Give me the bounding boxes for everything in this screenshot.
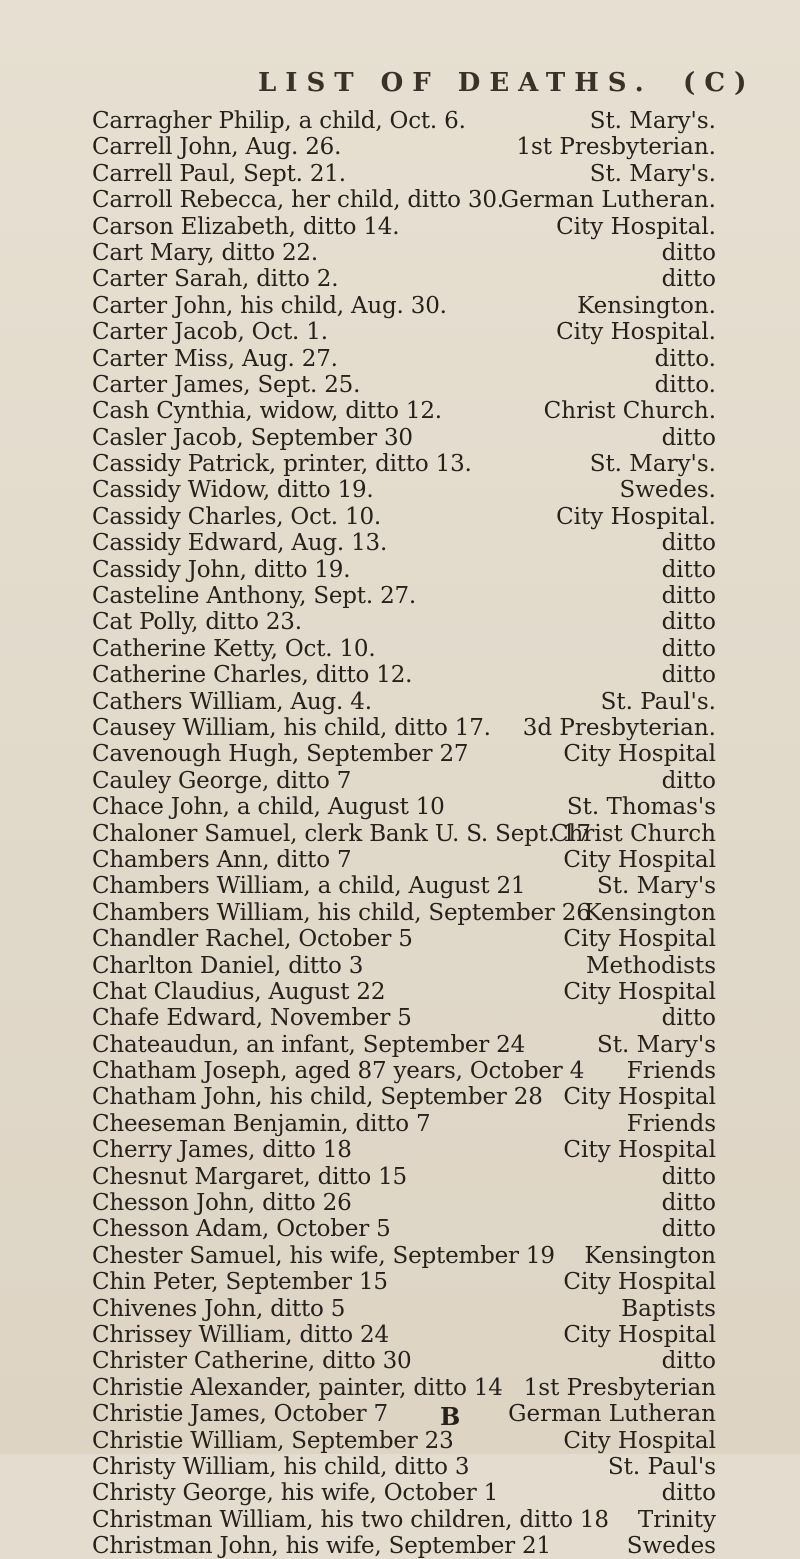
- entry-burial-place: Trinity: [637, 1506, 716, 1533]
- entry-burial-place: ditto: [661, 530, 716, 557]
- entry-name: Christman William, his two children, ditto 18: [92, 1506, 609, 1533]
- list-item: [0, 293, 800, 319]
- page-header: [0, 68, 800, 104]
- entry-burial-place: ditto: [661, 1190, 716, 1217]
- list-item: [0, 1480, 800, 1506]
- list-item: [0, 1216, 800, 1242]
- entry-name: Chester Samuel, his wife, September 19: [92, 1242, 555, 1269]
- list-item: [0, 1243, 800, 1269]
- entry-burial-place: Friends: [626, 1058, 716, 1085]
- entry-burial-place: City Hospital: [563, 1269, 716, 1296]
- entry-burial-place: ditto: [661, 239, 716, 266]
- entry-burial-place: Swedes: [626, 1533, 716, 1559]
- list-item: [0, 821, 800, 847]
- entry-name: Chambers Ann, ditto 7: [92, 846, 352, 873]
- entry-name: Christie James, October 7: [92, 1401, 388, 1428]
- list-item: [0, 689, 800, 715]
- list-item: [0, 1269, 800, 1295]
- entry-name: Carrell Paul, Sept. 21.: [92, 160, 346, 187]
- entry-burial-place: Christ Church: [550, 820, 716, 847]
- entry-name: Charlton Daniel, ditto 3: [92, 952, 364, 979]
- entry-name: Carter Sarah, ditto 2.: [92, 266, 339, 293]
- entry-name: Cavenough Hugh, September 27: [92, 741, 469, 768]
- entry-name: Catherine Ketty, Oct. 10.: [92, 635, 376, 662]
- list-item: [0, 266, 800, 292]
- entry-name: Cassidy Charles, Oct. 10.: [92, 503, 381, 530]
- entry-name: Chin Peter, September 15: [92, 1269, 388, 1296]
- entry-burial-place: St. Paul's: [607, 1453, 716, 1480]
- entry-name: Cathers William, Aug. 4.: [92, 688, 372, 715]
- entry-burial-place: Swedes.: [619, 477, 716, 504]
- list-item: [0, 451, 800, 477]
- entry-burial-place: Baptists: [621, 1295, 716, 1322]
- entry-burial-place: St. Thomas's: [566, 794, 716, 821]
- entry-name: Chatham John, his child, September 28: [92, 1084, 543, 1111]
- entry-name: Cassidy Patrick, printer, ditto 13.: [92, 451, 472, 478]
- entry-name: Christy George, his wife, October 1: [92, 1480, 499, 1507]
- entry-name: Cassidy Edward, Aug. 13.: [92, 530, 388, 557]
- entry-name: Chat Claudius, August 22: [92, 978, 386, 1005]
- list-item: [0, 1454, 800, 1480]
- list-item: [0, 636, 800, 662]
- entry-name: Carragher Philip, a child, Oct. 6.: [92, 108, 466, 134]
- entry-burial-place: Kensington.: [577, 292, 716, 319]
- list-item: [0, 477, 800, 503]
- entry-name: Chace John, a child, August 10: [92, 794, 445, 821]
- entry-burial-place: ditto.: [654, 345, 716, 372]
- entry-name: Christy William, his child, ditto 3: [92, 1453, 470, 1480]
- entry-name: Cart Mary, ditto 22.: [92, 239, 318, 266]
- list-item: [0, 768, 800, 794]
- entry-burial-place: St. Paul's.: [600, 688, 716, 715]
- list-item: [0, 1348, 800, 1374]
- list-item: [0, 187, 800, 213]
- list-item: [0, 557, 800, 583]
- list-item: [0, 1190, 800, 1216]
- entry-name: Cauley George, ditto 7: [92, 767, 352, 794]
- list-item: [0, 794, 800, 820]
- entry-name: Chivenes John, ditto 5: [92, 1295, 346, 1322]
- list-item: [0, 609, 800, 635]
- entry-name: Cassidy John, ditto 19.: [92, 556, 351, 583]
- entry-name: Cheeseman Benjamin, ditto 7: [92, 1110, 431, 1137]
- entry-burial-place: St. Mary's.: [589, 451, 716, 478]
- page-title: LIST OF DEATHS.: [258, 68, 653, 98]
- list-item: [0, 1137, 800, 1163]
- entry-burial-place: City Hospital: [563, 1427, 716, 1454]
- entry-burial-place: City Hospital.: [556, 503, 716, 530]
- death-entry-list: [0, 108, 800, 1559]
- entry-name: Christie Alexander, painter, ditto 14: [92, 1374, 503, 1401]
- entry-burial-place: City Hospital.: [556, 213, 716, 240]
- entry-burial-place: ditto: [661, 1163, 716, 1190]
- entry-name: Casteline Anthony, Sept. 27.: [92, 583, 417, 610]
- entry-name: Chateaudun, an infant, September 24: [92, 1031, 526, 1058]
- entry-burial-place: ditto.: [654, 371, 716, 398]
- list-item: [0, 979, 800, 1005]
- list-item: [0, 662, 800, 688]
- list-item: [0, 504, 800, 530]
- entry-burial-place: City Hospital: [563, 1084, 716, 1111]
- entry-burial-place: ditto: [661, 767, 716, 794]
- entry-name: Carter Jacob, Oct. 1.: [92, 319, 328, 346]
- entry-burial-place: St. Mary's.: [589, 160, 716, 187]
- entry-burial-place: Christ Church.: [543, 398, 716, 425]
- list-item: [0, 425, 800, 451]
- list-item: [0, 1058, 800, 1084]
- entry-name: Christer Catherine, ditto 30: [92, 1348, 412, 1375]
- list-item: [0, 1428, 800, 1454]
- entry-name: Catherine Charles, ditto 12.: [92, 662, 413, 689]
- list-item: [0, 1533, 800, 1559]
- entry-burial-place: ditto: [661, 1348, 716, 1375]
- list-item: [0, 715, 800, 741]
- entry-burial-place: Friends: [626, 1110, 716, 1137]
- list-item: [0, 530, 800, 556]
- entry-burial-place: Kensington: [584, 1242, 716, 1269]
- entry-burial-place: German Lutheran.: [500, 187, 716, 214]
- list-item: [0, 1111, 800, 1137]
- entry-name: Christman John, his wife, September 21: [92, 1533, 551, 1559]
- entry-name: Christie William, September 23: [92, 1427, 454, 1454]
- entry-burial-place: ditto: [661, 609, 716, 636]
- entry-name: Carroll Rebecca, her child, ditto 30.: [92, 187, 504, 214]
- list-item: [0, 1032, 800, 1058]
- list-item: [0, 214, 800, 240]
- entry-burial-place: ditto: [661, 1216, 716, 1243]
- entry-burial-place: ditto: [661, 635, 716, 662]
- entry-burial-place: City Hospital: [563, 926, 716, 953]
- list-item: [0, 873, 800, 899]
- list-item: [0, 900, 800, 926]
- entry-burial-place: St. Mary's: [597, 873, 716, 900]
- entry-burial-place: St. Mary's: [597, 1031, 716, 1058]
- signature-mark: B: [440, 1402, 461, 1431]
- list-item: [0, 1005, 800, 1031]
- entry-name: Chrissey William, ditto 24: [92, 1321, 389, 1348]
- entry-burial-place: City Hospital: [563, 846, 716, 873]
- entry-name: Chambers William, his child, September 26: [92, 899, 591, 926]
- entry-burial-place: 3d Presbyterian.: [522, 714, 716, 741]
- entry-name: Casler Jacob, September 30: [92, 424, 413, 451]
- list-item: [0, 1296, 800, 1322]
- list-item: [0, 240, 800, 266]
- section-letter: ( C ): [683, 68, 747, 98]
- entry-burial-place: City Hospital: [563, 1137, 716, 1164]
- list-item: [0, 1164, 800, 1190]
- list-item: [0, 1322, 800, 1348]
- entry-name: Carter John, his child, Aug. 30.: [92, 292, 447, 319]
- list-item: [0, 1084, 800, 1110]
- entry-burial-place: ditto: [661, 266, 716, 293]
- entry-name: Cassidy Widow, ditto 19.: [92, 477, 374, 504]
- entry-name: Chandler Rachel, October 5: [92, 926, 413, 953]
- entry-burial-place: St. Mary's.: [589, 108, 716, 134]
- entry-burial-place: City Hospital.: [556, 319, 716, 346]
- entry-burial-place: ditto: [661, 424, 716, 451]
- entry-name: Chambers William, a child, August 21: [92, 873, 526, 900]
- entry-burial-place: 1st Presbyterian: [523, 1374, 716, 1401]
- list-item: [0, 1375, 800, 1401]
- entry-burial-place: Methodists: [586, 952, 716, 979]
- entry-burial-place: ditto: [661, 662, 716, 689]
- entry-name: Cat Polly, ditto 23.: [92, 609, 302, 636]
- entry-name: Chesson Adam, October 5: [92, 1216, 391, 1243]
- list-item: [0, 926, 800, 952]
- list-item: [0, 1507, 800, 1533]
- entry-name: Cherry James, ditto 18: [92, 1137, 352, 1164]
- entry-name: Chaloner Samuel, clerk Bank U. S. Sept. 17: [92, 820, 591, 847]
- list-item: [0, 372, 800, 398]
- entry-name: Carrell John, Aug. 26.: [92, 134, 342, 161]
- list-item: [0, 108, 800, 134]
- entry-name: Cash Cynthia, widow, ditto 12.: [92, 398, 442, 425]
- list-item: [0, 398, 800, 424]
- list-item: [0, 1401, 800, 1427]
- entry-name: Chesson John, ditto 26: [92, 1190, 352, 1217]
- list-item: [0, 161, 800, 187]
- list-item: [0, 346, 800, 372]
- entry-burial-place: ditto: [661, 1005, 716, 1032]
- entry-name: Carter James, Sept. 25.: [92, 371, 361, 398]
- entry-burial-place: City Hospital: [563, 978, 716, 1005]
- entry-burial-place: Kensington: [584, 899, 716, 926]
- entry-burial-place: 1st Presbyterian.: [516, 134, 716, 161]
- entry-name: Causey William, his child, ditto 17.: [92, 714, 491, 741]
- list-item: [0, 953, 800, 979]
- entry-name: Carson Elizabeth, ditto 14.: [92, 213, 400, 240]
- entry-burial-place: German Lutheran: [508, 1401, 716, 1428]
- list-item: [0, 319, 800, 345]
- entry-burial-place: ditto: [661, 1480, 716, 1507]
- entry-name: Chesnut Margaret, ditto 15: [92, 1163, 407, 1190]
- entry-burial-place: ditto: [661, 583, 716, 610]
- entry-name: Chatham Joseph, aged 87 years, October 4: [92, 1058, 585, 1085]
- list-item: [0, 741, 800, 767]
- list-item: [0, 847, 800, 873]
- entry-name: Carter Miss, Aug. 27.: [92, 345, 338, 372]
- entry-burial-place: City Hospital: [563, 741, 716, 768]
- entry-burial-place: City Hospital: [563, 1321, 716, 1348]
- list-item: [0, 583, 800, 609]
- entry-burial-place: ditto: [661, 556, 716, 583]
- entry-name: Chafe Edward, November 5: [92, 1005, 412, 1032]
- list-item: [0, 134, 800, 160]
